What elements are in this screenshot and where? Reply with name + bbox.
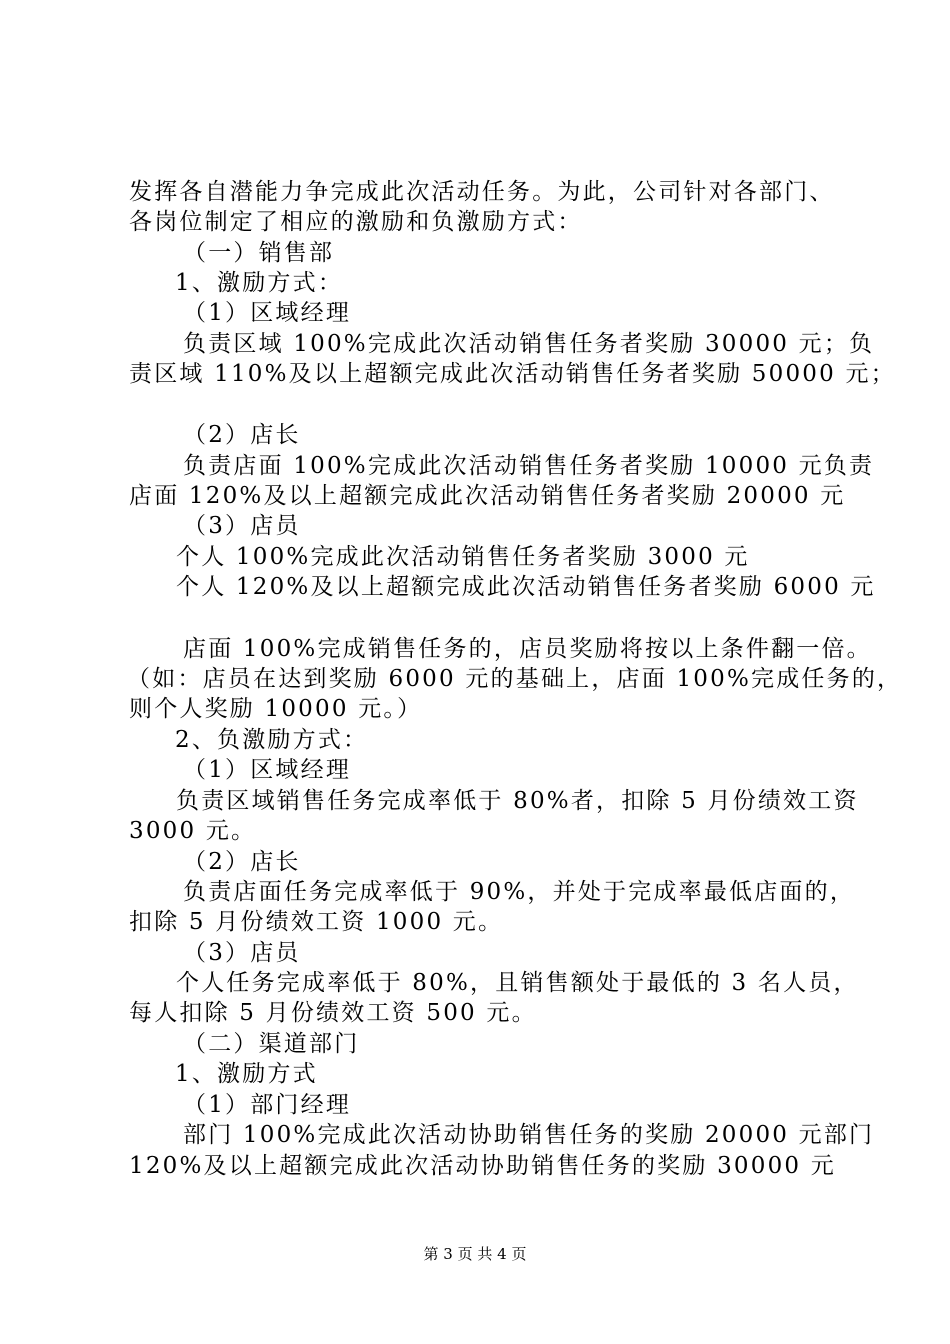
body-line: 店面 100%完成销售任务的，店员奖励将按以上条件翻一倍。 xyxy=(183,636,872,662)
body-line: 负责店面 100%完成此次活动销售任务者奖励 10000 元负责 xyxy=(183,453,875,479)
body-line: 责区域 110%及以上超额完成此次活动销售任务者奖励 50000 元； xyxy=(129,361,896,387)
body-line: 部门 100%完成此次活动协助销售任务的奖励 20000 元部门 xyxy=(183,1122,875,1148)
body-line: 店面 120%及以上超额完成此次活动销售任务者奖励 20000 元 xyxy=(129,483,846,509)
section-heading-sales: （一）销售部 xyxy=(183,240,335,266)
body-line: 个人 120%及以上超额完成此次活动销售任务者奖励 6000 元 xyxy=(176,574,876,600)
body-line: 3000 元。 xyxy=(129,818,257,844)
body-line: 每人扣除 5 月份绩效工资 500 元。 xyxy=(129,1000,537,1026)
body-line: 各岗位制定了相应的激励和负激励方式： xyxy=(129,209,583,235)
subheading-incentive: 1、激励方式 xyxy=(175,1061,318,1087)
item-heading-department-manager: （1）部门经理 xyxy=(183,1092,352,1118)
body-line: 负责店面任务完成率低于 90%，并处于完成率最低店面的， xyxy=(183,879,856,905)
body-line: 120%及以上超额完成此次活动协助销售任务的奖励 30000 元 xyxy=(129,1153,836,1179)
body-line: 负责区域销售任务完成率低于 80%者，扣除 5 月份绩效工资 xyxy=(176,788,859,814)
section-heading-channel: （二）渠道部门 xyxy=(183,1031,360,1057)
body-line: （如：店员在达到奖励 6000 元的基础上，店面 100%完成任务的， xyxy=(127,666,903,692)
body-line: 个人任务完成率低于 80%，且销售额处于最低的 3 名人员， xyxy=(176,970,859,996)
item-heading-clerk: （3）店员 xyxy=(183,513,301,539)
body-line: 负责区域 100%完成此次活动销售任务者奖励 30000 元；负 xyxy=(183,331,875,357)
body-line: 个人 100%完成此次活动销售任务者奖励 3000 元 xyxy=(176,544,750,570)
body-line: 发挥各自潜能力争完成此次活动任务。为此，公司针对各部门、 xyxy=(129,179,835,205)
item-heading-clerk: （3）店员 xyxy=(183,940,301,966)
body-line: 扣除 5 月份绩效工资 1000 元。 xyxy=(129,909,504,935)
item-heading-area-manager: （1）区域经理 xyxy=(183,757,352,783)
item-heading-store-manager: （2）店长 xyxy=(183,849,301,875)
item-heading-store-manager: （2）店长 xyxy=(183,422,301,448)
page-number-footer: 第 3 页 共 4 页 xyxy=(423,1245,527,1263)
item-heading-area-manager: （1）区域经理 xyxy=(183,300,352,326)
body-line: 则个人奖励 10000 元。） xyxy=(129,696,423,722)
subheading-negative-incentive: 2、负激励方式： xyxy=(175,727,369,753)
subheading-incentive: 1、激励方式： xyxy=(175,270,344,296)
